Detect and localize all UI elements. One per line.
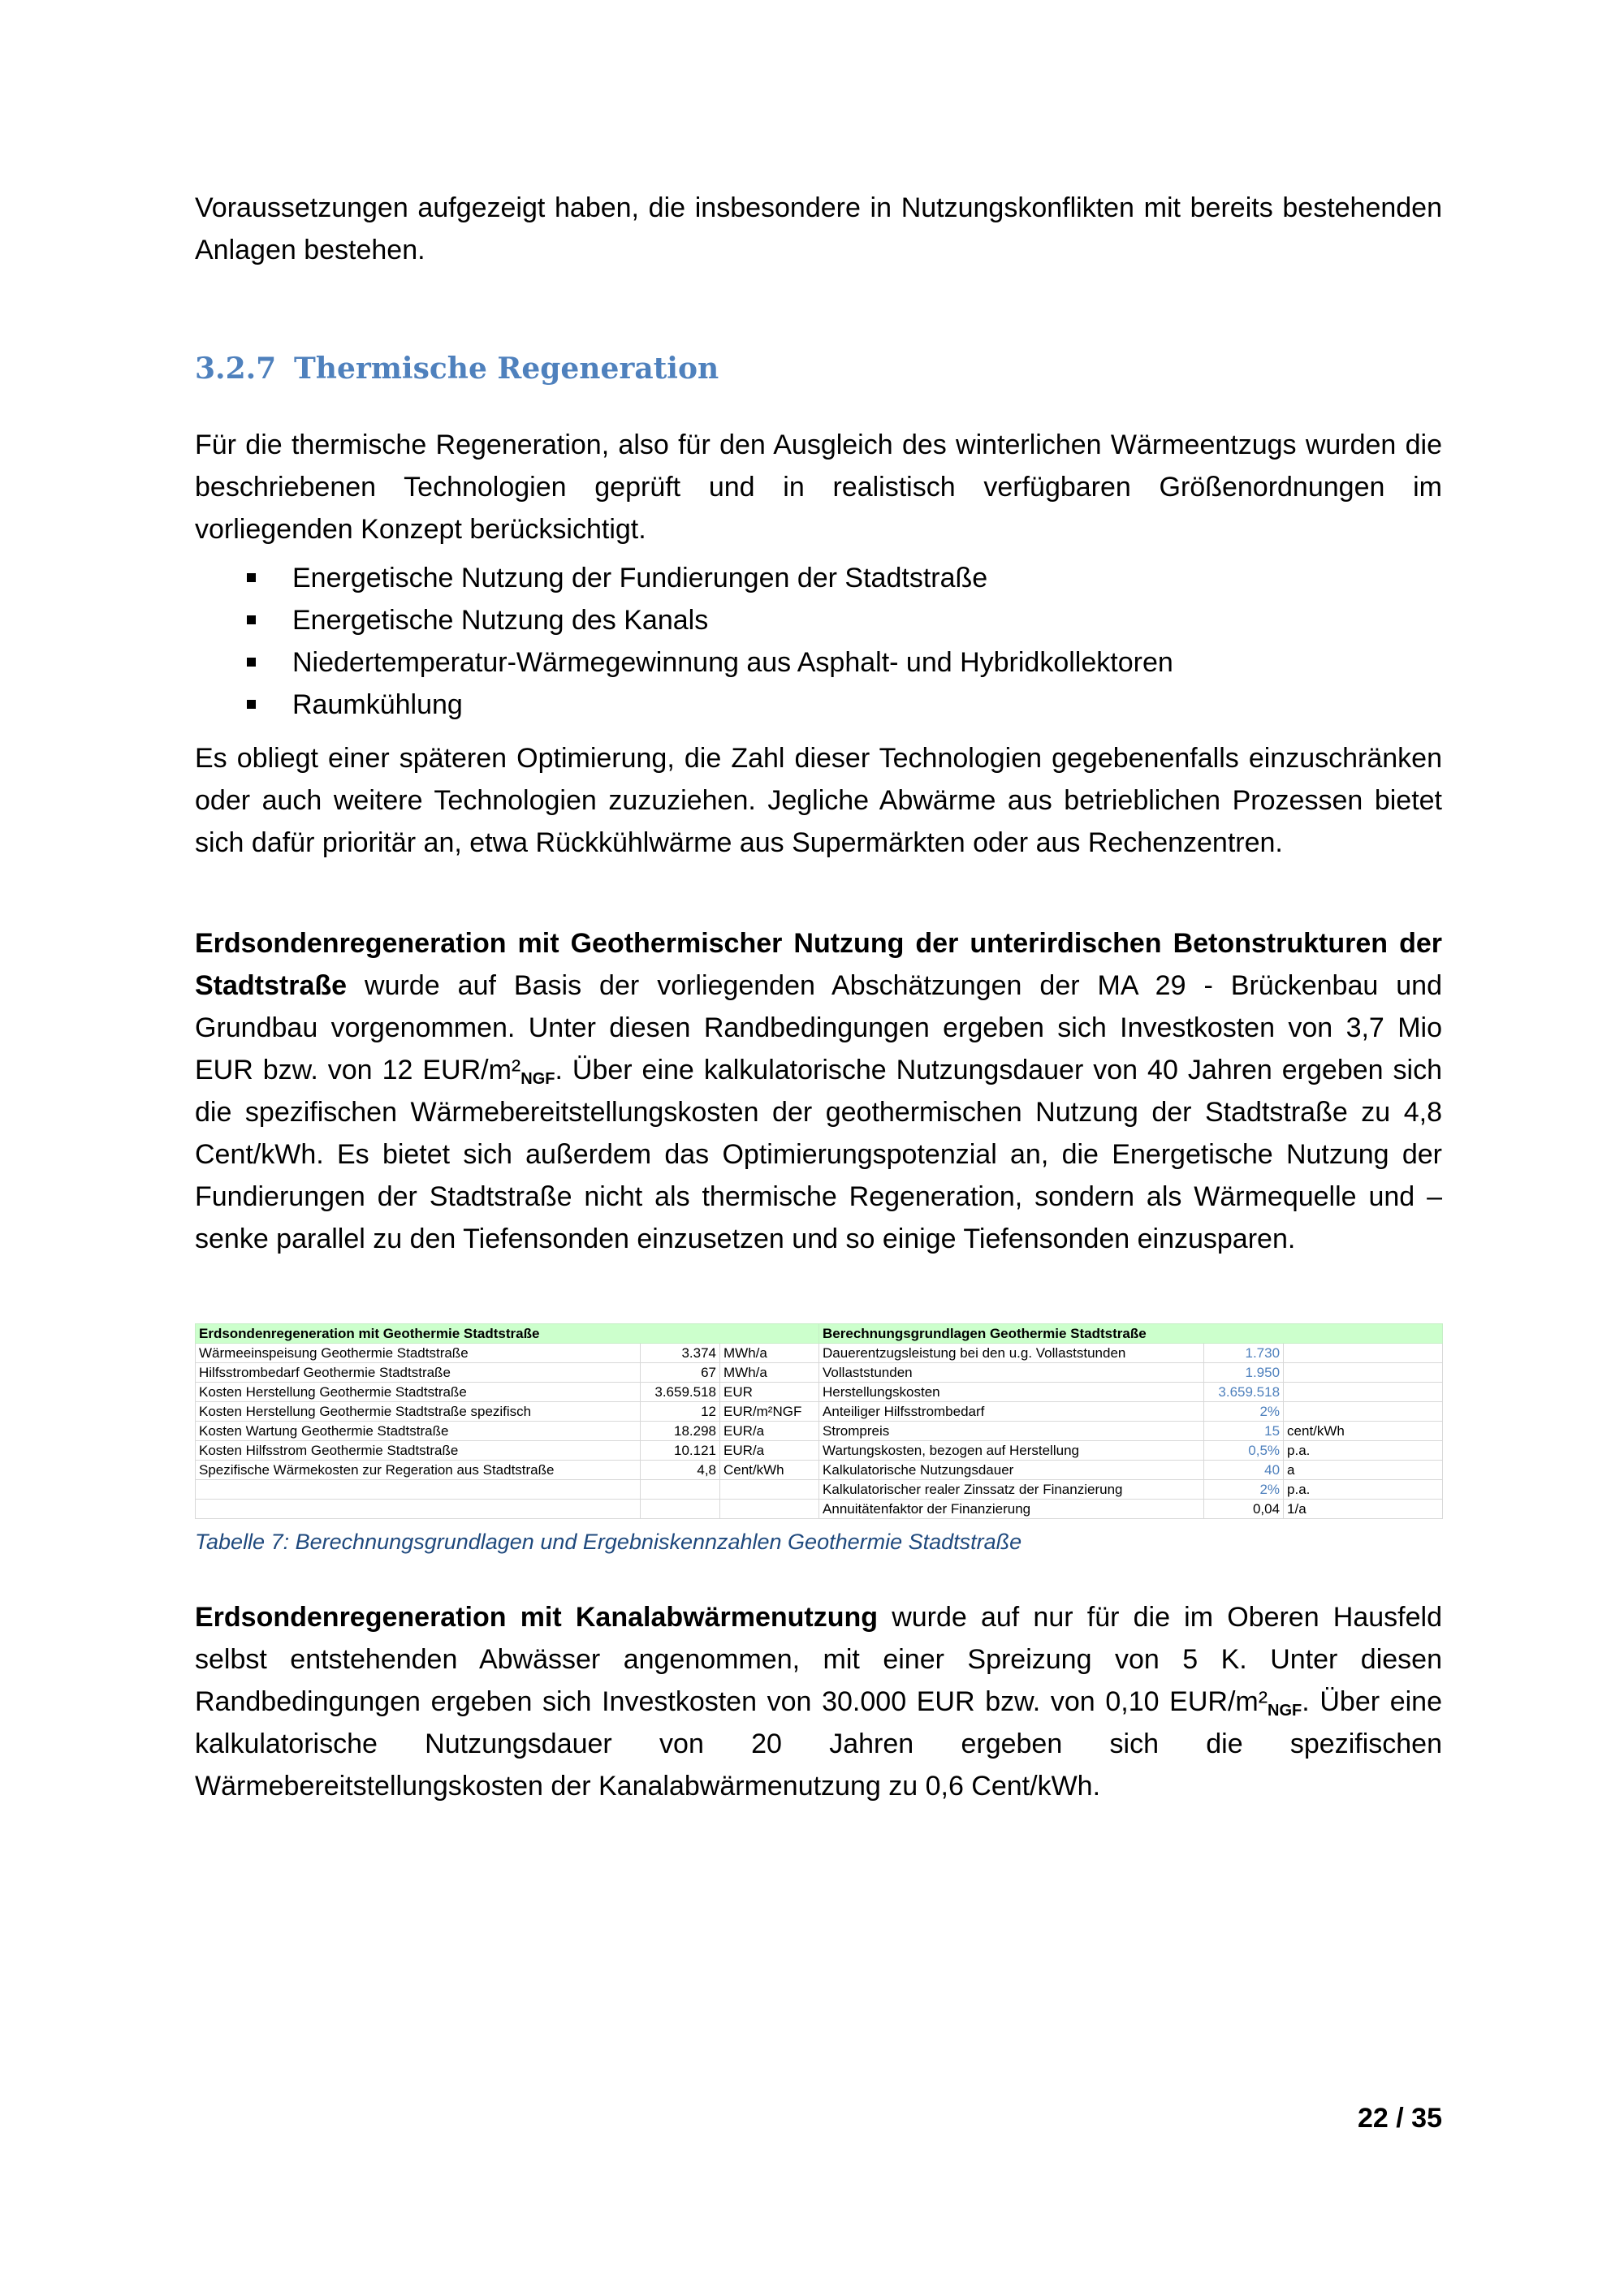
list-item: Raumkühlung [195, 684, 1173, 726]
table-row [196, 1500, 1443, 1519]
table-cell-label: Strompreis [819, 1422, 1204, 1441]
results-table [195, 1323, 1442, 1519]
paragraph-optimization: Es obliegt einer späteren Optimierung, die Zahl dieser Technologien gegebenenfalls einzuschränken oder auch weitere Technologien zuzuziehen. Jegliche Abwärme aus betrieblichen Prozessen bietet sich dafür prioritär an, etwa Rückkühlwärme aus Supermärkten oder aus Rechenzentren. [195, 743, 1442, 858]
table-cell-unit: 1/a [1284, 1500, 1443, 1519]
table-cell-value: 1.730 [1204, 1344, 1284, 1363]
table-cell-value: 3.659.518 [1204, 1383, 1284, 1402]
table-cell-value: 15 [1204, 1422, 1284, 1441]
table-right-title: Berechnungsgrundlagen Geothermie Stadtstraße [819, 1324, 1443, 1344]
table-cell-empty [196, 1480, 641, 1500]
table-cell-empty [720, 1500, 819, 1519]
paragraph-regeneration-intro: Für die thermische Regeneration, also für den Ausgleich des winterlichen Wärmeentzugs wurden die beschriebenen Technologien geprüft und in realistisch verfügbaren Größenordnungen im vorliegenden Konzept berücksichtigt. [195, 429, 1442, 545]
section-title: Thermische Regeneration [294, 352, 719, 386]
table-left-title: Erdsondenregeneration mit Geothermie Stadtstraße [196, 1324, 819, 1344]
table-cell-label: Hilfsstrombedarf Geothermie Stadtstraße [196, 1363, 641, 1383]
table-cell-empty [196, 1500, 641, 1519]
table-row [196, 1383, 1443, 1402]
technology-list [195, 557, 1173, 726]
table-cell-label: Kosten Hilfsstrom Geothermie Stadtstraße [196, 1441, 641, 1461]
table-cell-label: Kosten Herstellung Geothermie Stadtstraße [196, 1383, 641, 1402]
table-cell-unit [1284, 1402, 1443, 1422]
subscript-ngf: NGF [1268, 1702, 1302, 1720]
table-cell-unit: MWh/a [720, 1344, 819, 1363]
paragraph-text: . Über eine kalkulatorische Nutzungsdauer von 40 Jahren ergeben sich die spezifischen Wärmebereitstellungskosten der geothermischen Nutzung der Stadtstraße zu 4,8 Cent/kWh. Es bietet sich außerdem das Optimierungspotenzial an, die Energetische Nutzung der Fundierungen der Stadtstraße nicht als thermische Regeneration, sondern als Wärmequelle und –senke parallel zu den Tiefensonden einzusetzen und so einige Tiefensonden einzusparen. [195, 1055, 1442, 1254]
table-row [196, 1461, 1443, 1480]
table-cell-label: Vollaststunden [819, 1363, 1204, 1383]
paragraph-text: wurde auf nur für die im Oberen Hausfeld selbst entstehenden Abwässer angenommen, mit einer Spreizung von 5 K. Unter diesen Randbedingungen ergeben sich Investkosten von 30.000 EUR bzw. von 0,10 EUR/m² [195, 1602, 1442, 1717]
list-item: Niedertemperatur-Wärmegewinnung aus Asphalt- und Hybridkollektoren [195, 641, 1173, 684]
table-cell-label: Kosten Herstellung Geothermie Stadtstraße spezifisch [196, 1402, 641, 1422]
table-cell-value: 0,04 [1204, 1500, 1284, 1519]
table-cell-unit: EUR/a [720, 1441, 819, 1461]
table-cell-value: 40 [1204, 1461, 1284, 1480]
table-cell-label: Anteiliger Hilfsstrombedarf [819, 1402, 1204, 1422]
table-cell-value: 3.374 [641, 1344, 720, 1363]
table-cell-label: Wartungskosten, bezogen auf Herstellung [819, 1441, 1204, 1461]
paragraph-stadtstrasse [195, 922, 1442, 1260]
table-cell-unit: p.a. [1284, 1441, 1443, 1461]
table-cell-value: 2% [1204, 1402, 1284, 1422]
table-cell-label: Kosten Wartung Geothermie Stadtstraße [196, 1422, 641, 1441]
table-cell-value: 18.298 [641, 1422, 720, 1441]
list-item: Energetische Nutzung der Fundierungen der Stadtstraße [195, 557, 1173, 599]
table-row [196, 1422, 1443, 1441]
section-number: 3.2.7 [195, 352, 277, 386]
table-cell-value: 1.950 [1204, 1363, 1284, 1383]
paragraph-text: wurde auf Basis der vorliegenden Abschätzungen der MA 29 - Brückenbau und Grundbau vorgenommen. Unter diesen Randbedingungen ergeben sich Investkosten von 3,7 Mio EUR bzw. von 12 EUR/m² [195, 970, 1442, 1085]
table-cell-unit: Cent/kWh [720, 1461, 819, 1480]
table-row [196, 1480, 1443, 1500]
table-cell-empty [720, 1480, 819, 1500]
table-caption: Tabelle 7: Berechnungsgrundlagen und Ergebniskennzahlen Geothermie Stadtstraße [195, 1530, 1022, 1554]
table-row [196, 1363, 1443, 1383]
table-cell-unit: p.a. [1284, 1480, 1443, 1500]
table-cell-unit: EUR [720, 1383, 819, 1402]
table-cell-label: Annuitätenfaktor der Finanzierung [819, 1500, 1204, 1519]
paragraph-text: . Über eine kalkulatorische Nutzungsdauer von 20 Jahren ergeben sich die spezifischen Wärmebereitstellungskosten der Kanalabwärmenutzung zu 0,6 Cent/kWh. [195, 1686, 1442, 1802]
table-header-row [196, 1324, 1443, 1344]
paragraph-lead-bold: Erdsondenregeneration mit Kanalabwärmenutzung [195, 1602, 879, 1633]
page-number: 22 / 35 [1358, 2103, 1442, 2134]
table-cell-unit: EUR/m²NGF [720, 1402, 819, 1422]
table-cell-label: Kalkulatorischer realer Zinssatz der Finanzierung [819, 1480, 1204, 1500]
table-cell-value: 2% [1204, 1480, 1284, 1500]
table-cell-value: 0,5% [1204, 1441, 1284, 1461]
table-cell-unit [1284, 1363, 1443, 1383]
table-cell-value: 4,8 [641, 1461, 720, 1480]
table-cell-unit: MWh/a [720, 1363, 819, 1383]
table-cell-value: 12 [641, 1402, 720, 1422]
table-cell-label: Dauerentzugsleistung bei den u.g. Vollaststunden [819, 1344, 1204, 1363]
table-cell-value: 67 [641, 1363, 720, 1383]
table-cell-empty [641, 1480, 720, 1500]
table-cell-label: Kalkulatorische Nutzungsdauer [819, 1461, 1204, 1480]
table-cell-unit [1284, 1383, 1443, 1402]
table-cell-unit: EUR/a [720, 1422, 819, 1441]
table-cell-unit [1284, 1344, 1443, 1363]
table-cell-label: Herstellungskosten [819, 1383, 1204, 1402]
table-cell-value: 10.121 [641, 1441, 720, 1461]
table-row [196, 1441, 1443, 1461]
table-row [196, 1344, 1443, 1363]
intro-paragraph: Voraussetzungen aufgezeigt haben, die insbesondere in Nutzungskonflikten mit bereits bestehenden Anlagen bestehen. [195, 192, 1442, 265]
table-cell-unit: cent/kWh [1284, 1422, 1443, 1441]
table-cell-label: Spezifische Wärmekosten zur Regeration aus Stadtstraße [196, 1461, 641, 1480]
table-cell-unit: a [1284, 1461, 1443, 1480]
table-cell-value: 3.659.518 [641, 1383, 720, 1402]
paragraph-kanal [195, 1596, 1442, 1807]
paragraph-lead-bold: Erdsondenregeneration mit Geothermischer Nutzung der unterirdischen Betonstrukturen der Stadtstraße [195, 928, 1442, 1001]
table-cell-empty [641, 1500, 720, 1519]
table-row [196, 1402, 1443, 1422]
table-cell-label: Wärmeeinspeisung Geothermie Stadtstraße [196, 1344, 641, 1363]
section-heading [195, 347, 719, 390]
list-item: Energetische Nutzung des Kanals [195, 599, 1173, 641]
subscript-ngf: NGF [520, 1070, 555, 1088]
